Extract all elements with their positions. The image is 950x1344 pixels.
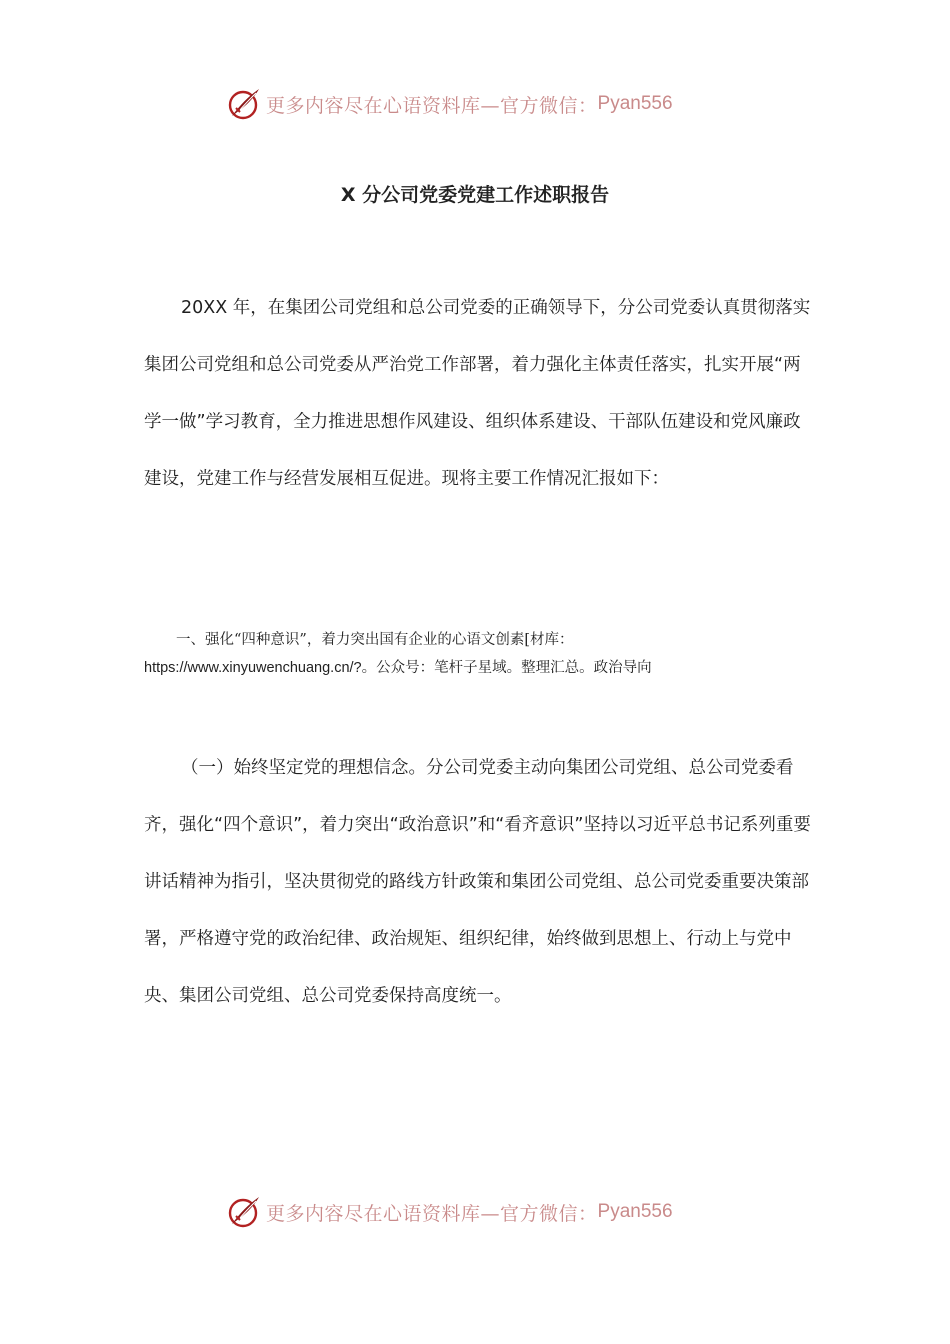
- banner-wechat-id: Pyan556: [597, 93, 673, 114]
- subsection-one-paragraph: （一）始终坚定党的理想信念。分公司党委主动向集团公司党组、总公司党委看齐，强化“四个意识”，着力突出“政治意识”和“看齐意识”坚持以习近平总书记系列重要讲话精神为指引，坚决贯彻党的路线方针政策和集团公司党组、总公司党委重要决策部署，严格遵守党的政治纪律、政治规矩、组织纪律，始终做到思想上、行动上与党中央、集团公司党组、总公司党委保持高度统一。: [144, 758, 811, 1006]
- banner-text: 更多内容尽在心语资料库—官方微信：: [266, 94, 598, 117]
- header-watermark-banner: [226, 84, 726, 124]
- quill-logo-icon: [226, 86, 262, 122]
- quill-logo-icon: [226, 1194, 262, 1230]
- source-url-link[interactable]: https://www.xinyuwenchuang.cn/?: [144, 660, 362, 676]
- section-one-suffix: 。公众号：笔杆子星域。整理汇总。政治导向: [361, 660, 652, 676]
- intro-paragraph: 20XX 年，在集团公司党组和总公司党委的正确领导下，分公司党委认真贯彻落实集团公司党组和总公司党委从严治党工作部署，着力强化主体责任落实，扎实开展“两学一做”学习教育，全力推进思想作风建设、组织体系建设、干部队伍建设和党风廉政建设，党建工作与经营发展相互促进。现将主要工作情况汇报如下：: [144, 298, 811, 489]
- document-title: X 分公司党委党建工作述职报告: [340, 184, 610, 206]
- footer-watermark-banner: [226, 1192, 726, 1232]
- banner-wechat-id: Pyan556: [597, 1201, 673, 1222]
- section-one-prefix: 一、强化“四种意识”，着力突出国有企业的心语文创素[材库：: [176, 632, 574, 648]
- section-one-heading: [144, 626, 824, 682]
- banner-text: 更多内容尽在心语资料库—官方微信：: [266, 1202, 598, 1225]
